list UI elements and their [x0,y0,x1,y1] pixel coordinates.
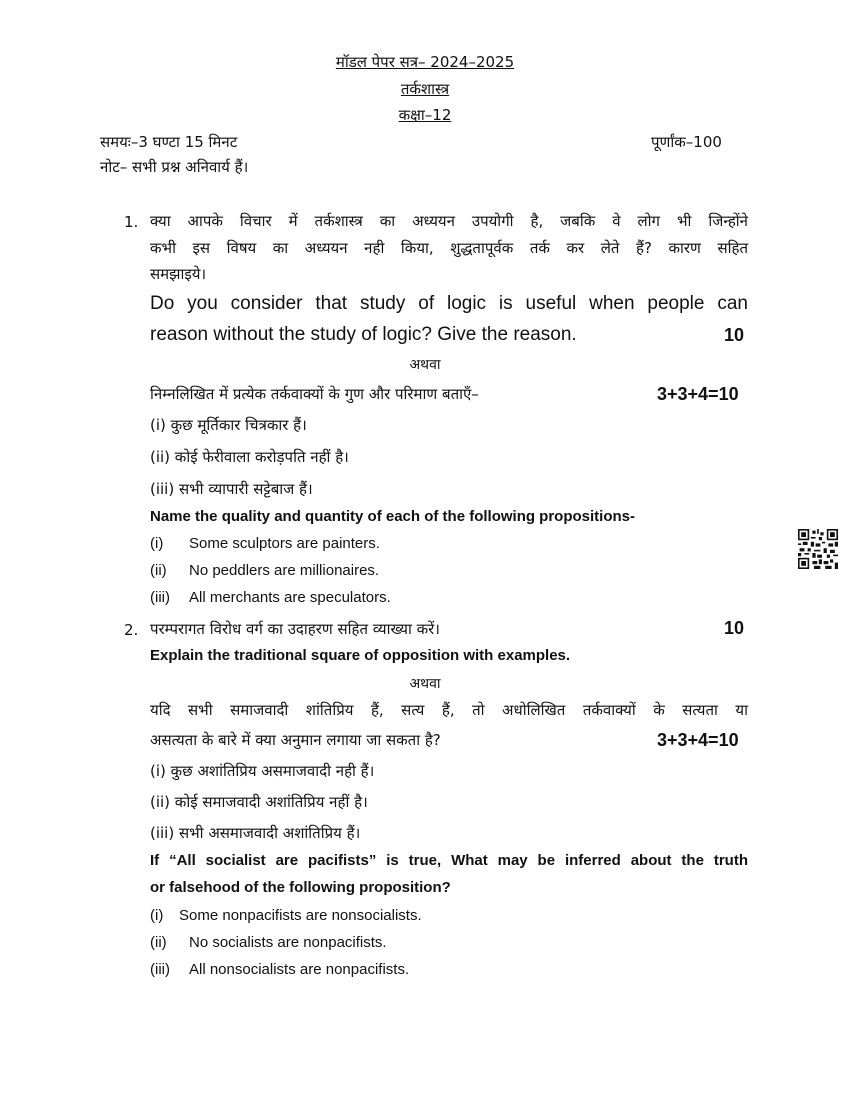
q2-alt-english-line2: or falsehood of the following proposition? [150,879,451,896]
q1-alt-marks: 3+3+4=10 [657,384,739,404]
q1-alt-english-item-number: (ii) [150,562,167,579]
q2-alt-hindi-item: (i) कुछ अशांतिप्रिय असमाजवादी नही हैं। [150,762,375,780]
q1-alt-english-item: Some sculptors are painters. [189,535,380,552]
q2-alt-english-item: Some nonpacifists are nonsocialists. [179,907,422,924]
q1-alt-english-item-number: (i) [150,535,164,552]
time-label: समयः–3 घण्टा 15 मिनट [100,133,238,151]
q1-number: 1. [124,213,139,231]
q2-alt-hindi-item: (ii) कोई समाजवादी अशांतिप्रिय नहीं है। [150,793,368,811]
note-label: नोट– सभी प्रश्न अनिवार्य हैं। [100,158,249,176]
q2-hindi: परम्परागत विरोध वर्ग का उदाहरण सहित व्याख्या करें। [150,620,440,638]
q2-alt-english-item-number: (i) [150,907,164,924]
q2-alt-hindi-item: (iii) सभी असमाजवादी अशांतिप्रिय हैं। [150,824,361,842]
q1-alt-hindi-item: (iii) सभी व्यापारी सट्टेबाज हैं। [150,480,313,498]
q1-alt-english-item: All merchants are speculators. [189,589,391,606]
q2-or: अथवा [409,676,441,692]
q2-alt-hindi-line2: असत्यता के बारे में क्या अनुमान लगाया जा सकता है? [150,731,441,749]
q1-english-line1: Do you consider that study of logic is useful when people can [150,293,748,314]
q2-alt-english-item: All nonsocialists are nonpacifists. [189,961,410,978]
q2-alt-marks: 3+3+4=10 [657,730,739,750]
q2-alt-english-item-number: (iii) [150,961,170,978]
q1-alt-hindi-item: (ii) कोई फेरीवाला करोड़पति नहीं है। [150,448,349,466]
q1-alt-hindi: निम्नलिखित में प्रत्येक तर्कवाक्यों के गुण और परिमाण बताएँ– [150,385,479,403]
qr-code-icon [798,529,838,569]
q1-english-line2: reason without the study of logic? Give the reason. [150,324,577,345]
q1-alt-english-item: No peddlers are millionaires. [189,562,380,579]
q1-alt-english-item-number: (iii) [150,589,170,606]
q1-or: अथवा [409,357,441,373]
q2-marks: 10 [724,618,745,638]
session-title: मॉडल पेपर सत्र– 2024–2025 [335,53,515,71]
q2-alt-hindi-line1: यदि सभी समाजवादी शांतिप्रिय हैं, सत्य हैं, तो अधोलिखित तर्कवाक्यों के सत्यता या [150,701,748,719]
q1-alt-hindi-item: (i) कुछ मूर्तिकार चित्रकार हैं। [150,416,307,434]
q1-hindi-line2: कभी इस विषय का अध्ययन नही किया, शुद्धतापूर्वक तर्क कर लेते हैं? कारण सहित [150,239,748,257]
q1-hindi-line3: समझाइये। [150,265,207,283]
q1-alt-english: Name the quality and quantity of each of the following propositions- [150,508,636,525]
q1-hindi-line1: क्या आपके विचार में तर्कशास्त्र का अध्ययन उपयोगी है, जबकि वे लोग भी जिन्होंने [150,212,748,230]
full-marks-label: पूर्णांक–100 [651,133,722,151]
q2-number: 2. [124,621,139,639]
q2-english: Explain the traditional square of opposition with examples. [150,647,571,664]
q2-alt-english-line1: If “All socialist are pacifists” is true, What may be inferred about the truth [150,852,748,869]
q2-alt-english-item: No socialists are nonpacifists. [189,934,387,951]
q2-alt-english-item-number: (ii) [150,934,167,951]
class-title: कक्षा–12 [398,106,452,124]
q1-marks: 10 [724,325,745,345]
subject-title: तर्कशास्त्र [400,80,450,98]
